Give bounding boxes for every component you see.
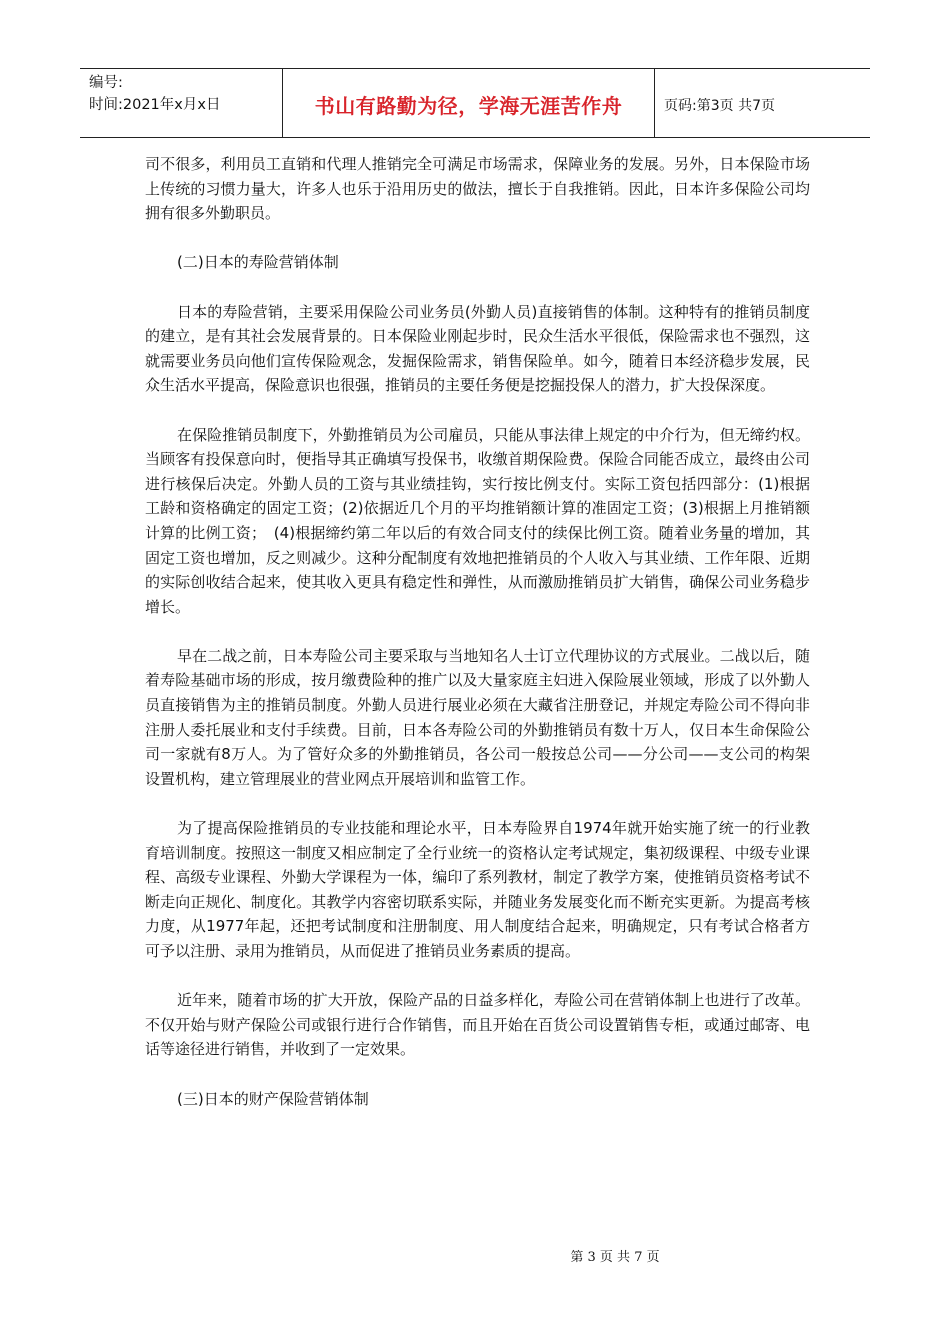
time-label: 时间:2021年x月x日 bbox=[89, 97, 221, 113]
header-motto: 书山有路勤为径，学海无涯苦作舟 bbox=[283, 69, 655, 137]
paragraph: 日本的寿险营销，主要采用保险公司业务员(外勤人员)直接销售的体制。这种特有的推销员制度的建立，是有其社会发展背景的。日本保险业刚起步时，民众生活水平很低，保险需求也不强烈，这就需要业务员向他们宣传保险观念，发掘保险需求，销售保险单。如今，随着日本经济稳步发展，民众生活水平提高，保险意识也很强，推销员的主要任务便是挖掘投保人的潜力，扩大投保深度。 bbox=[145, 302, 810, 395]
number-label: 编号: bbox=[89, 75, 123, 91]
page-footer: 第 3 页 共 7 页 bbox=[570, 1250, 660, 1265]
paragraph: 司不很多，利用员工直销和代理人推销完全可满足市场需求，保障业务的发展。另外，日本保险市场上传统的习惯力量大，许多人也乐于沿用历史的做法，擅长于自我推销。因此，日本许多保险公司均拥有很多外勤职员。 bbox=[145, 155, 810, 223]
paragraph: 近年来，随着市场的扩大开放，保险产品的日益多样化，寿险公司在营销体制上也进行了改革。不仅开始与财产保险公司或银行进行合作销售，而且开始在百货公司设置销售专柜，或通过邮寄、电话等途径进行销售，并收到了一定效果。 bbox=[145, 991, 810, 1059]
section-heading: (三)日本的财产保险营销体制 bbox=[177, 1089, 369, 1108]
paragraph: 早在二战之前，日本寿险公司主要采取与当地知名人士订立代理协议的方式展业。二战以后，随着寿险基础市场的形成，按月缴费险种的推广以及大量家庭主妇进入保险展业领域，形成了以外勤人员直接销售为主的推销员制度。外勤人员进行展业必须在大藏省注册登记，并规定寿险公司不得向非注册人委托展业和支付手续费。目前，日本各寿险公司的外勤推销员有数十万人，仅日本生命保险公司一家就有8万人。为了管好众多的外勤推销员，各公司一般按总公司——分公司——支公司的构架设置机构，建立管理展业的营业网点开展培训和监管工作。 bbox=[145, 646, 810, 788]
header-meta bbox=[80, 69, 283, 137]
section-heading: (二)日本的寿险营销体制 bbox=[177, 253, 339, 272]
document-body bbox=[145, 152, 810, 1111]
page-header bbox=[80, 68, 870, 138]
header-page-info: 页码:第3页 共7页 bbox=[664, 97, 775, 114]
paragraph: 在保险推销员制度下，外勤推销员为公司雇员，只能从事法律上规定的中介行为，但无缔约权。当顾客有投保意向时，便指导其正确填写投保书，收缴首期保险费。保险合同能否成立，最终由公司进行核保后决定。外勤人员的工资与其业绩挂钩，实行按比例支付。实际工资包括四部分：(1)根据工龄和资格确定的固定工资；(2)依据近几个月的平均推销额计算的准固定工资；(3)根据上月推销额计算的比例工资； (4)根据缔约第二年以后的有效合同支付的续保比例工资。随着业务量的增加，其固定工资也增加，反之则减少。这种分配制度有效地把推销员的个人收入与其业绩、工作年限、近期的实际创收结合起来，使其收入更具有稳定性和弹性，从而激励推销员扩大销售，确保公司业务稳步增长。 bbox=[145, 425, 810, 616]
paragraph: 为了提高保险推销员的专业技能和理论水平，日本寿险界自1974年就开始实施了统一的行业教育培训制度。按照这一制度又相应制定了全行业统一的资格认定考试规定，集初级课程、中级专业课程、高级专业课程、外勤大学课程为一体，编印了系列教材，制定了教学方案，使推销员资格考试不断走向正规化、制度化。其教学内容密切联系实际，并随业务发展变化而不断充实更新。为提高考核力度，从1977年起，还把考试制度和注册制度、用人制度结合起来，明确规定，只有考试合格者方可予以注册、录用为推销员，从而促进了推销员业务素质的提高。 bbox=[145, 819, 810, 960]
